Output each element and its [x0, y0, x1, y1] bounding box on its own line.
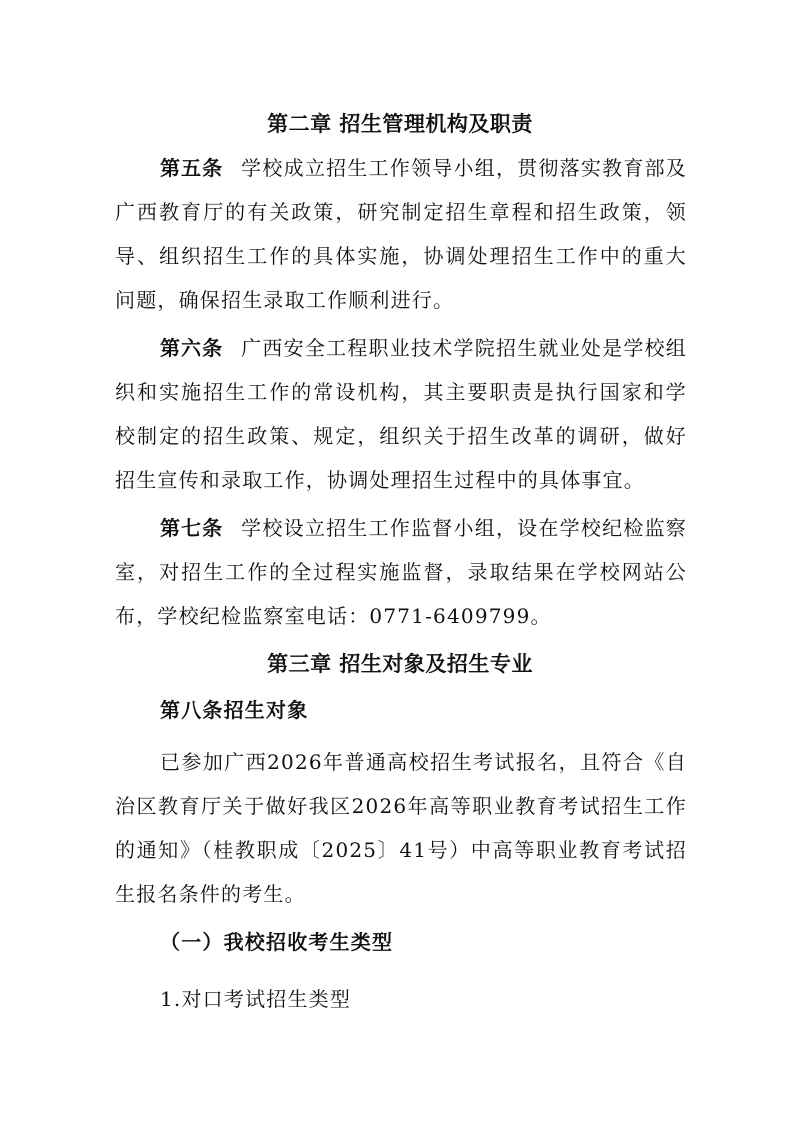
chapter-2-heading: 第二章 招生管理机构及职责 — [267, 112, 533, 136]
article-6-text: 广西安全工程职业技术学院招生就业处是学校组织和实施招生工作的常设机构，其主要职责是执行国家和学校制定的招生政策、规定，组织关于招生改革的调研，做好招生宣传和录取工作，协调处理招生过程中的具体事宜。 — [115, 336, 688, 492]
article-5-text: 学校成立招生工作领导小组，贯彻落实教育部及广西教育厅的有关政策，研究制定招生章程和招生政策，领导、组织招生工作的具体实施，协调处理招生工作中的重大问题，确保招生录取工作顺利进行。 — [115, 156, 688, 312]
article-6-paragraph — [115, 326, 687, 502]
article-8-title: 招生对象 — [223, 698, 309, 722]
item-1-text: 1.对口考试招生类型 — [160, 987, 352, 1011]
article-7-label: 第七条 — [160, 516, 224, 540]
article-8-label: 第八条 — [160, 698, 224, 722]
article-5-label: 第五条 — [160, 156, 224, 180]
article-6-label: 第六条 — [160, 336, 224, 360]
section-1-heading: （一）我校招收考生类型 — [160, 930, 394, 954]
article-7-text: 学校设立招生工作监督小组，设在学校纪检监察室，对招生工作的全过程实施监督，录取结果在学校网站公布，学校纪检监察室电话：0771-6409799。 — [115, 516, 688, 628]
article-5-paragraph — [115, 146, 687, 322]
article-7-paragraph — [115, 506, 687, 638]
article-8-paragraph: 已参加广西2026年普通高校招生考试报名，且符合《自治区教育厅关于做好我区2026年高等职业教育考试招生工作的通知》（桂教职成〔2025〕41号）中高等职业教育考试招生报名条件的考生。 — [115, 750, 687, 906]
chapter-3-heading: 第三章 招生对象及招生专业 — [267, 652, 533, 676]
article-8-heading — [160, 696, 308, 724]
